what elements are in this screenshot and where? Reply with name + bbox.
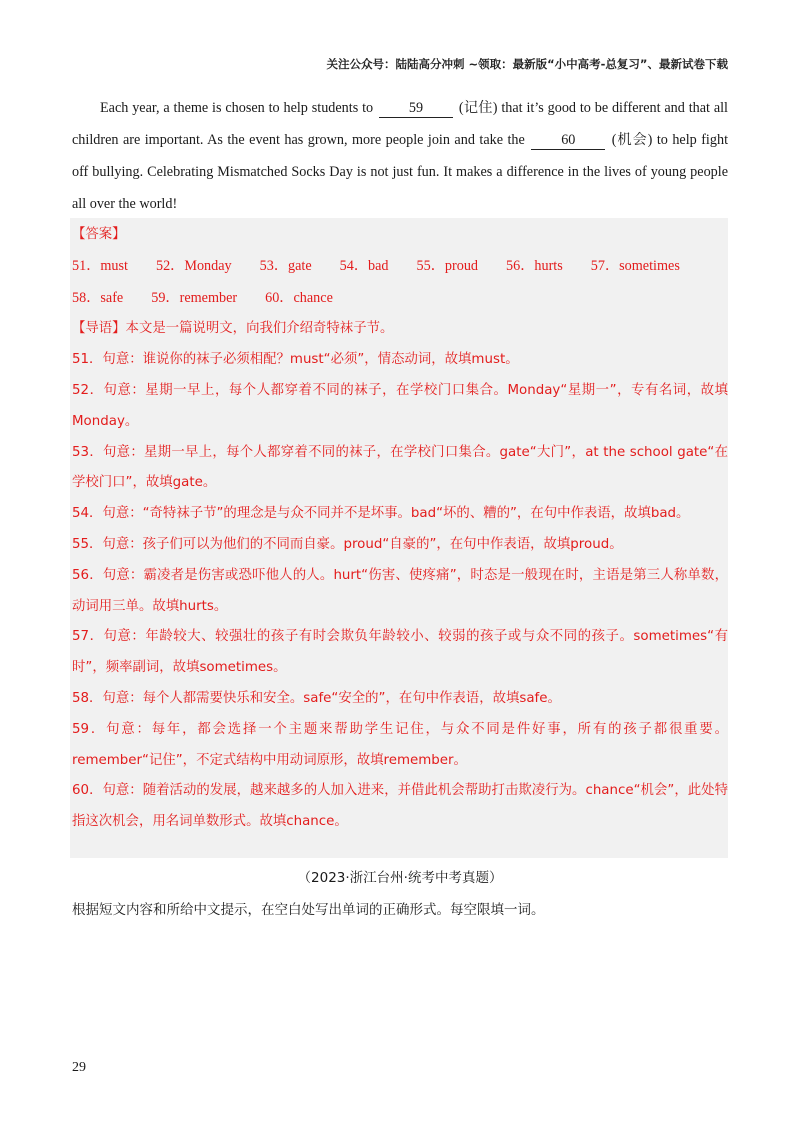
passage-text-3: (机会) to help fight off bullying. Celebrating Mismatched Socks Day is not just fun. It makes a difference in the lives of young people all over the world! [72,132,729,212]
answer-52: 52．Monday [155,257,232,274]
explanation-51: 51．句意：谁说你的袜子必须相配？must“必须”，情态动词，故填must。 [72,352,519,368]
page-header: 关注公众号：陆陆高分冲刺 ~领取：最新版“小中高考-总复习”、最新试卷下载 [326,57,728,71]
answer-heading: 【答案】 [72,227,126,242]
blank-60: 60 [531,131,605,150]
explanation-60: 60．句意：随着活动的发展，越来越多的人加入进来，并借此机会帮助打击欺凌行为。chance“机会”，此处特指这次机会，用名词单数形式。故填chance。 [72,783,728,830]
question-instruction: 根据短文内容和所给中文提示，在空白处写出单词的正确形式。每空限填一词。 [72,902,545,918]
answer-row-2 [72,283,728,315]
question-source: （2023·浙江台州·统考中考真题） [297,870,503,886]
guide-text: 【导语】本文是一篇说明文，向我们介绍奇特袜子节。 [72,321,394,337]
answer-60: 60．chance [265,289,333,306]
answer-59: 59．remember [151,289,238,306]
answer-row-1 [72,251,728,283]
reading-passage [72,92,728,220]
explanation-53: 53．句意：星期一早上，每个人都穿着不同的袜子，在学校门口集合。gate“大门”，at the school gate“在学校门口”，故填gate。 [72,444,728,491]
passage-paragraph [72,92,728,220]
explanation-57: 57．句意：年龄较大、较强壮的孩子有时会欺负年龄较小、较弱的孩子或与众不同的孩子。sometimes“有时”，频率副词，故填sometimes。 [72,629,728,676]
answer-54: 54．bad [339,257,389,274]
answer-57: 57．sometimes [590,257,680,274]
answer-56: 56．hurts [506,257,563,274]
answer-51: 51．must [72,257,128,274]
explanation-55: 55．句意：孩子们可以为他们的不同而自豪。proud“自豪的”，在句中作表语，故填proud。 [72,536,623,552]
answer-58: 58．safe [72,289,124,306]
page-number: 29 [72,1060,86,1075]
explanation-54: 54．句意：“奇特袜子节”的理念是与众不同并不是坏事。bad“坏的、糟的”，在句中作表语，故填bad。 [72,506,690,522]
explanation-56: 56．句意：霸凌者是伤害或恐吓他人的人。hurt“伤害、使疼痛”，时态是一般现在时，主语是第三人称单数，动词用三单。故填hurts。 [72,567,728,614]
answer-53: 53．gate [259,257,312,274]
answer-section [72,220,728,838]
explanation-52: 52．句意：星期一早上，每个人都穿着不同的袜子，在学校门口集合。Monday“星期一”，专有名词，故填Monday。 [72,382,728,429]
blank-59: 59 [379,99,453,118]
passage-text-1: Each year, a theme is chosen to help students to [100,100,374,116]
explanation-58: 58．句意：每个人都需要快乐和安全。safe“安全的”，在句中作表语，故填safe。 [72,690,561,706]
explanation-59: 59．句意：每年，都会选择一个主题来帮助学生记住，与众不同是件好事，所有的孩子都很重要。remember“记住”，不定式结构中用动词原形，故填remember。 [72,721,728,768]
passage-text-2: (记住) that it’s good to be different and that all children are important. As the event has grown, more people join and take the [72,100,728,148]
answer-55: 55．proud [416,257,479,274]
